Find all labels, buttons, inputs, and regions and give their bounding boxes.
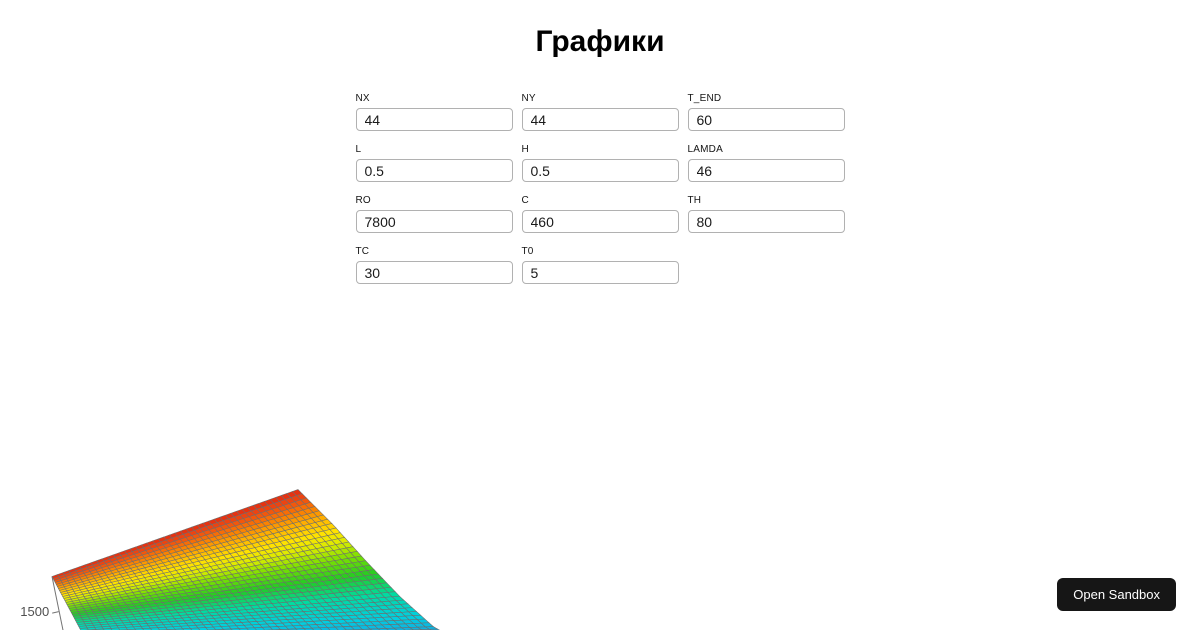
t0-input[interactable]	[522, 261, 679, 284]
h-input[interactable]	[522, 159, 679, 182]
lamda-label: LAMDA	[687, 144, 723, 155]
ro-label: RO	[355, 195, 371, 206]
field-tc	[356, 245, 513, 284]
t-end-label: T_END	[687, 93, 722, 104]
field-th	[688, 194, 845, 233]
ro-input[interactable]	[356, 210, 513, 233]
field-nx	[356, 92, 513, 131]
field-lamda	[688, 143, 845, 182]
field-c	[522, 194, 679, 233]
app-root	[0, 25, 1200, 602]
field-h	[522, 143, 679, 182]
l-label: L	[355, 144, 362, 155]
c-label: C	[521, 195, 529, 206]
form-row-1	[356, 92, 845, 131]
tc-input[interactable]	[356, 261, 513, 284]
form-row-3	[356, 194, 845, 233]
field-l	[356, 143, 513, 182]
h-label: H	[521, 144, 529, 155]
field-t-end	[688, 92, 845, 131]
form-row-2	[356, 143, 845, 182]
th-input[interactable]	[688, 210, 845, 233]
nx-input[interactable]	[356, 108, 513, 131]
t-end-input[interactable]	[688, 108, 845, 131]
ny-label: NY	[521, 93, 536, 104]
open-sandbox-button[interactable]: Open Sandbox	[1057, 578, 1176, 611]
l-input[interactable]	[356, 159, 513, 182]
tc-label: TC	[355, 246, 370, 257]
c-input[interactable]	[522, 210, 679, 233]
th-label: TH	[687, 195, 702, 206]
field-ro	[356, 194, 513, 233]
t0-label: T0	[521, 246, 534, 257]
field-ny	[522, 92, 679, 131]
lamda-input[interactable]	[688, 159, 845, 182]
form-row-4	[356, 245, 845, 284]
field-t0	[522, 245, 679, 284]
surface-plot-canvas[interactable]	[0, 455, 560, 630]
parameters-form	[356, 92, 845, 284]
page-title: Графики	[535, 25, 665, 58]
ny-input[interactable]	[522, 108, 679, 131]
nx-label: NX	[355, 93, 370, 104]
